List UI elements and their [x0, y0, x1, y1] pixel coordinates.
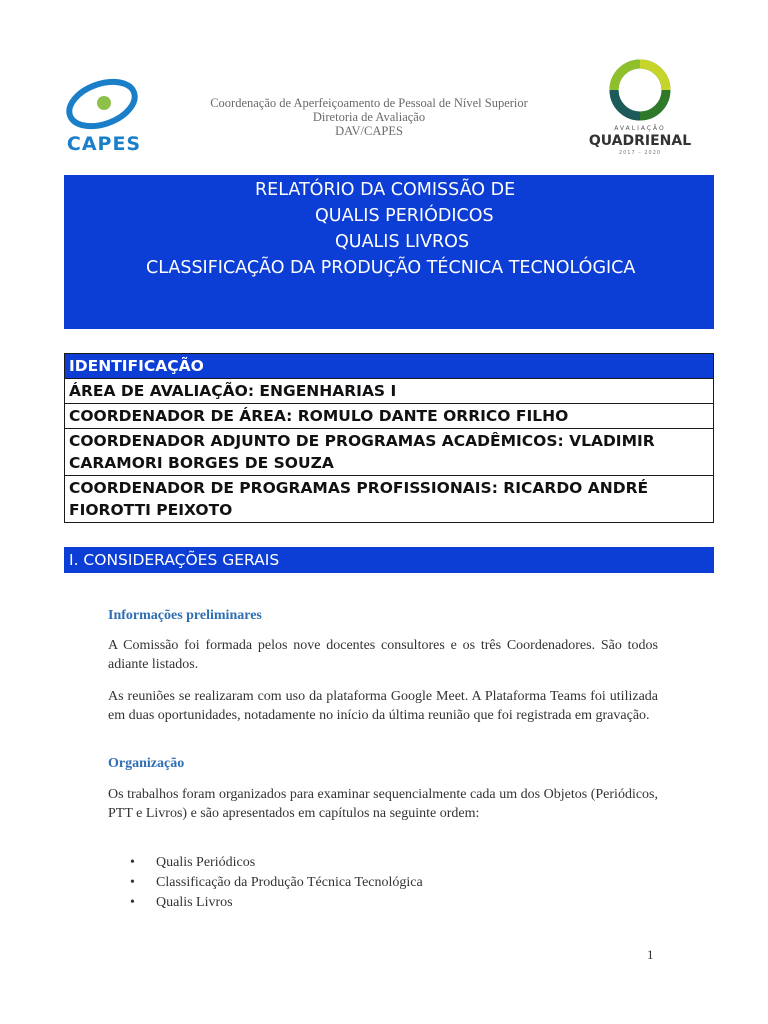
chapter-list — [130, 853, 650, 913]
coordenador-area: COORDENADOR DE ÁREA: ROMULO DANTE ORRICO FILHO — [65, 404, 714, 429]
capes-logo-text: CAPES — [66, 133, 142, 155]
quadrienal-top-text: AVALIAÇÃO — [614, 125, 666, 132]
bullet-icon: • — [130, 895, 135, 910]
section-title: I. CONSIDERAÇÕES GERAIS — [69, 551, 280, 569]
bullet-icon: • — [130, 875, 135, 890]
header-line-1: Coordenação de Aperfeiçoamento de Pessoal de Nível Superior — [210, 96, 528, 110]
page-number: 1 — [647, 947, 654, 962]
quadrienal-main-text: QUADRIENAL — [588, 133, 692, 149]
section-heading-bar — [64, 547, 714, 573]
institution-header — [170, 96, 568, 138]
list-item — [130, 853, 650, 873]
title-line-3: QUALIS LIVROS — [335, 232, 470, 252]
table-row — [65, 429, 714, 476]
paragraph-reunioes: As reuniões se realizaram com uso da plataforma Google Meet. A Plataforma Teams foi utilizada em duas oportunidades, notadamente no início da última reunião que foi registrada em gravação. — [108, 689, 658, 723]
title-line-4: CLASSIFICAÇÃO DA PRODUÇÃO TÉCNICA TECNOLÓGICA — [146, 258, 636, 278]
table-row — [65, 476, 714, 523]
list-item — [130, 873, 650, 893]
subheading-organizacao: Organização — [108, 756, 185, 771]
title-line-1: RELATÓRIO DA COMISSÃO DE — [255, 180, 516, 200]
title-line-2: QUALIS PERIÓDICOS — [315, 206, 494, 226]
quadrienal-years: 2017 – 2020 — [618, 150, 662, 156]
identification-header: IDENTIFICAÇÃO — [65, 354, 714, 379]
list-item-label: Qualis Periódicos — [156, 855, 256, 870]
quadrienal-logo — [582, 58, 698, 158]
identification-header-row — [65, 354, 714, 379]
capes-logo — [62, 78, 152, 158]
identification-table — [64, 353, 714, 523]
paragraph-trabalhos: Os trabalhos foram organizados para examinar sequencialmente cada um dos Objetos (Periódicos, PTT e Livros) e são apresentados em capítulos na seguinte ordem: — [108, 787, 658, 821]
subheading-informacoes-preliminares: Informações preliminares — [108, 608, 262, 623]
header-line-3: DAV/CAPES — [335, 124, 403, 138]
coordenador-profissionais: COORDENADOR DE PROGRAMAS PROFISSIONAIS: RICARDO ANDRÉ FIOROTTI PEIXOTO — [65, 476, 714, 523]
area-avaliacao: ÁREA DE AVALIAÇÃO: ENGENHARIAS I — [65, 379, 714, 404]
table-row — [65, 404, 714, 429]
paragraph-comissao: A Comissão foi formada pelos nove docentes consultores e os três Coordenadores. São todos adiante listados. — [108, 638, 658, 672]
bullet-icon: • — [130, 855, 135, 870]
header-line-2: Diretoria de Avaliação — [312, 110, 426, 124]
list-item — [130, 893, 650, 913]
table-row — [65, 379, 714, 404]
list-item-label: Classificação da Produção Técnica Tecnológica — [156, 875, 423, 890]
coordenador-adjunto-academicos: COORDENADOR ADJUNTO DE PROGRAMAS ACADÊMICOS: VLADIMIR CARAMORI BORGES DE SOUZA — [65, 429, 714, 476]
report-title-box — [64, 175, 714, 329]
list-item-label: Qualis Livros — [156, 895, 233, 910]
